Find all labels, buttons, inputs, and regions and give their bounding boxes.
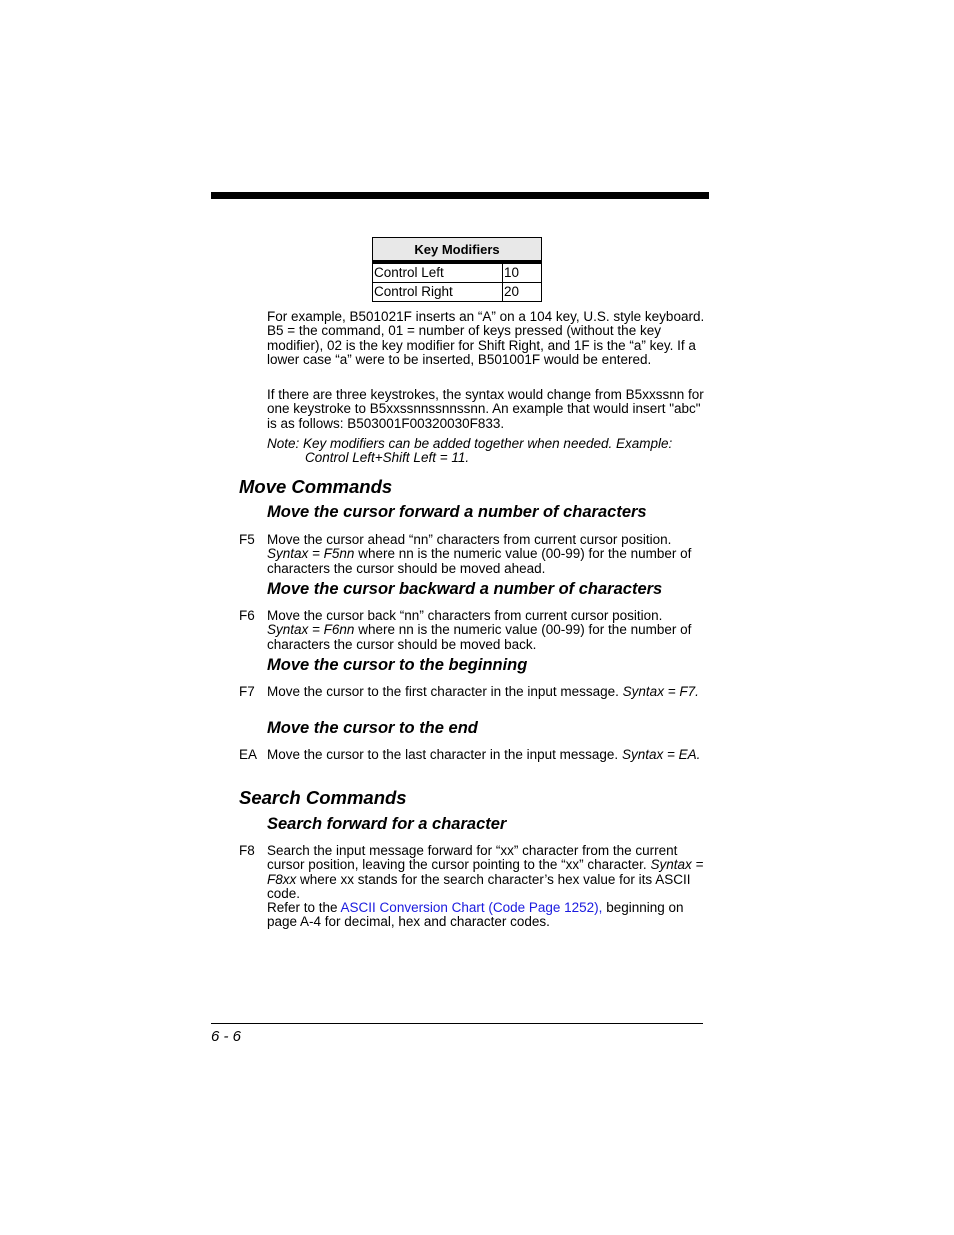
command-description xyxy=(267,844,707,930)
subsection-heading: Move the cursor to the end xyxy=(267,719,478,737)
description-text: Search the input message forward for “xx” character from the current cursor position, leaving the cursor pointing to the “xx” character. xyxy=(267,843,678,873)
section-title: Search Commands xyxy=(239,787,407,808)
syntax-text: Syntax = F7. xyxy=(622,684,699,699)
command-description xyxy=(267,533,707,576)
table-row xyxy=(373,262,542,283)
subsection-heading: Move the cursor to the beginning xyxy=(267,656,528,674)
command-description xyxy=(267,748,707,762)
header-rule xyxy=(211,192,709,199)
syntax-text: Syntax = EA. xyxy=(621,747,701,762)
description-text: beginning on page A-4 for decimal, hex and character codes. xyxy=(267,900,684,930)
modifier-name: Control Left xyxy=(373,262,503,283)
modifier-value: 10 xyxy=(503,262,542,283)
syntax-text: Syntax = F5nn xyxy=(267,546,355,562)
table-row xyxy=(373,283,542,302)
description-text: where nn is the numeric value (00-99) for the number of characters the cursor should be moved ahead. xyxy=(267,546,692,576)
description-text: Refer to the xyxy=(267,900,341,916)
command-code: F5 xyxy=(239,532,255,547)
modifier-value: 20 xyxy=(503,283,542,302)
command-code: F7 xyxy=(239,684,255,699)
description-text: where nn is the numeric value (00-99) for the number of characters the cursor should be moved back. xyxy=(267,622,692,652)
page-number: 6 - 6 xyxy=(211,1028,242,1045)
intro-paragraph: For example, B501021F inserts an “A” on a 104 key, U.S. style keyboard. B5 = the command, 01 = number of keys pressed (without the key modifier), 02 is the key modifier for Shift Right, and 1F is the “a” key. If a lower case “a” were to be inserted, B501001F would be entered. xyxy=(267,309,705,367)
description-text: Move the cursor to the first character in the input message. xyxy=(267,684,623,699)
command-description xyxy=(267,609,707,652)
command-code: F8 xyxy=(239,843,255,858)
description-text: Move the cursor back “nn” characters from current cursor position. xyxy=(267,608,663,623)
command-code: EA xyxy=(239,747,258,762)
footer-rule xyxy=(211,1023,703,1024)
description-text: where xx stands for the search character’s hex value for its ASCII code. xyxy=(267,871,691,901)
note-line: Note: Key modifiers can be added together when needed. Example: xyxy=(267,436,673,451)
table-header: Key Modifiers xyxy=(373,238,542,263)
command-description xyxy=(267,685,707,699)
key-modifiers-table xyxy=(372,237,542,302)
syntax-text: Syntax = F8xx xyxy=(267,857,704,887)
description-text: Move the cursor ahead “nn” characters from current cursor position. xyxy=(267,532,672,547)
modifier-name: Control Right xyxy=(373,283,503,302)
syntax-text: Syntax = F6nn xyxy=(267,622,355,638)
section-title: Move Commands xyxy=(239,476,393,497)
intro-paragraph: If there are three keystrokes, the syntax would change from B5xxssnn for one keystroke to B5xxssnnssnnssnn. An example that would insert "abc" is as follows: B503001F00320030F833. xyxy=(267,387,704,431)
note-line: Control Left+Shift Left = 11. xyxy=(305,450,470,466)
subsection-heading: Search forward for a character xyxy=(267,815,507,833)
subsection-heading: Move the cursor forward a number of characters xyxy=(267,503,647,521)
note xyxy=(267,437,707,466)
command-code: F6 xyxy=(239,608,255,623)
ascii-chart-link[interactable]: ASCII Conversion Chart (Code Page 1252), xyxy=(340,900,603,916)
description-text: Move the cursor to the last character in the input message. xyxy=(267,747,622,762)
subsection-heading: Move the cursor backward a number of characters xyxy=(267,580,663,598)
